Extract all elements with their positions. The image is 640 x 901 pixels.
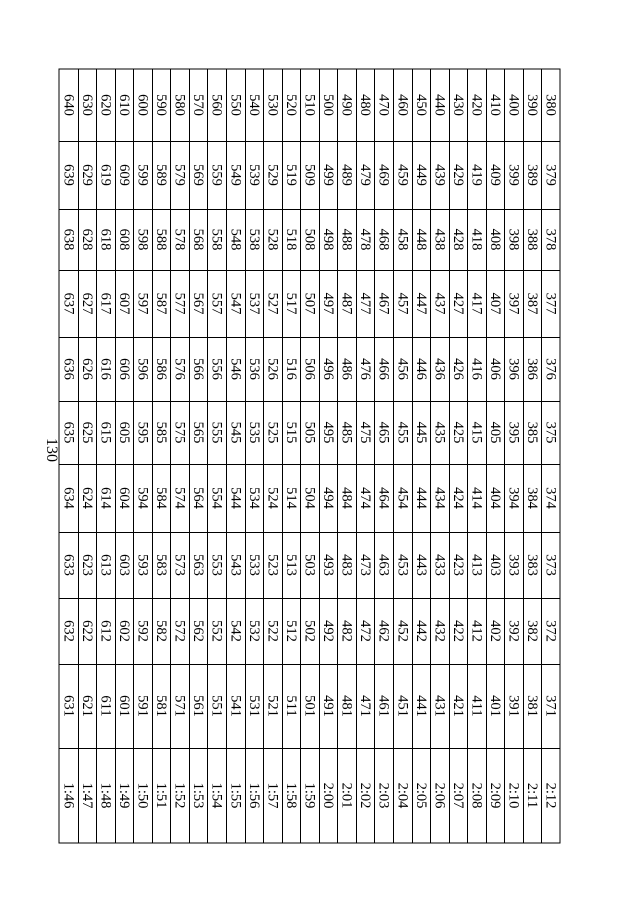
table-cell: 620	[97, 94, 114, 116]
table-cell: 434	[431, 487, 448, 509]
table-cell: 606	[115, 358, 132, 380]
table-cell: 433	[431, 554, 448, 576]
table-cell: 491	[320, 695, 337, 717]
table-cell: 439	[431, 164, 448, 186]
table-cell: 540	[245, 94, 262, 116]
table-cell: 459	[394, 164, 411, 186]
table-cell: 639	[60, 164, 77, 186]
table-cell: 587	[153, 292, 170, 315]
table-cell: 524	[264, 487, 281, 509]
table-cell: 466	[375, 358, 392, 380]
table-cell: 538	[245, 228, 262, 251]
table-cell: 472	[357, 620, 374, 642]
table-cell: 573	[171, 554, 188, 576]
table-cell: 590	[153, 94, 170, 116]
table-cell: 569	[190, 164, 207, 186]
table-cell: 594	[134, 487, 151, 509]
table-cell: 581	[153, 695, 170, 717]
table-cell: 451	[394, 695, 411, 717]
table-cell: 445	[412, 421, 429, 444]
table-cell: 421	[449, 695, 466, 717]
table-cell: 384	[524, 487, 541, 509]
table-cell: 604	[115, 487, 132, 509]
table-cell: 635	[60, 421, 77, 444]
table-cell: 447	[412, 292, 429, 315]
table-cell: 417	[468, 292, 485, 315]
time-cell: 1:56	[245, 782, 262, 809]
table-cell: 512	[282, 620, 299, 642]
table-cell: 535	[245, 421, 262, 444]
table-cell: 391	[505, 695, 522, 717]
table-cell: 588	[153, 228, 170, 251]
table-cell: 478	[357, 228, 374, 251]
table-cell: 400	[505, 94, 522, 116]
table-cell: 631	[60, 695, 77, 717]
table-cell: 612	[97, 620, 114, 642]
table-cell: 408	[487, 228, 504, 251]
table-cell: 528	[264, 228, 281, 251]
time-cell: 2:02	[357, 782, 374, 809]
table-cell: 627	[78, 292, 95, 315]
table-cell: 393	[505, 554, 522, 576]
table-cell: 374	[542, 487, 559, 509]
table-cell: 626	[78, 358, 95, 380]
table-cell: 585	[153, 421, 170, 444]
table-cell: 402	[487, 620, 504, 642]
table-cell: 576	[171, 358, 188, 380]
table-cell: 489	[338, 164, 355, 186]
table-cell: 413	[468, 554, 485, 576]
table-cell: 586	[153, 358, 170, 380]
table-cell: 617	[97, 292, 114, 315]
table-cell: 521	[264, 695, 281, 717]
table-cell: 476	[357, 358, 374, 380]
table-cell: 634	[60, 487, 77, 509]
table-cell: 555	[208, 421, 225, 444]
table-cell: 533	[245, 554, 262, 576]
table-cell: 615	[97, 421, 114, 444]
table-cell: 616	[97, 358, 114, 380]
table-cell: 453	[394, 554, 411, 576]
table-cell: 381	[524, 695, 541, 717]
table-cell: 623	[78, 554, 95, 576]
table-cell: 488	[338, 228, 355, 251]
table-cell: 494	[320, 487, 337, 509]
table-cell: 503	[301, 554, 318, 576]
table-cell: 373	[542, 554, 559, 576]
table-cell: 450	[412, 94, 429, 116]
time-cell: 1:51	[153, 782, 170, 809]
table-cell: 504	[301, 487, 318, 509]
table-cell: 385	[524, 421, 541, 444]
table-cell: 619	[97, 164, 114, 186]
table-cell: 553	[208, 554, 225, 576]
table-cell: 633	[60, 554, 77, 576]
table-cell: 539	[245, 164, 262, 186]
table-cell: 479	[357, 164, 374, 186]
table-cell: 609	[115, 164, 132, 186]
table-cell: 394	[505, 487, 522, 509]
table-cell: 436	[431, 358, 448, 380]
table-cell: 380	[542, 94, 559, 116]
table-cell: 452	[394, 620, 411, 642]
table-cell: 495	[320, 421, 337, 444]
table-cell: 456	[394, 358, 411, 380]
table-cell: 628	[78, 228, 95, 251]
time-cell: 2:01	[338, 782, 355, 809]
table-cell: 387	[524, 292, 541, 315]
table-cell: 395	[505, 421, 522, 444]
table-cell: 566	[190, 358, 207, 380]
table-cell: 419	[468, 164, 485, 186]
table-cell: 575	[171, 421, 188, 444]
table-cell: 614	[97, 487, 114, 509]
table-cell: 480	[357, 94, 374, 116]
table-cell: 492	[320, 620, 337, 642]
table-cell: 431	[431, 695, 448, 717]
time-cell: 2:09	[487, 782, 504, 809]
time-cell: 1:48	[97, 782, 114, 809]
table-cell: 407	[487, 292, 504, 315]
table-cell: 591	[134, 695, 151, 717]
table-cell: 404	[487, 487, 504, 509]
table-cell: 610	[115, 94, 132, 116]
table-cell: 438	[431, 228, 448, 251]
table-cell: 517	[282, 292, 299, 315]
table-cell: 481	[338, 695, 355, 717]
table-cell: 534	[245, 487, 262, 509]
table-cell: 469	[375, 164, 392, 186]
table-cell: 500	[320, 94, 337, 116]
table-cell: 505	[301, 421, 318, 444]
table-cells	[60, 94, 558, 809]
table-cell: 448	[412, 228, 429, 251]
table-cell: 461	[375, 695, 392, 717]
table-cell: 605	[115, 421, 132, 444]
table-cell: 473	[357, 554, 374, 576]
table-cell: 424	[449, 487, 466, 509]
table-cell: 449	[412, 164, 429, 186]
table-cell: 372	[542, 620, 559, 642]
table-cell: 613	[97, 554, 114, 576]
table-cell: 487	[338, 292, 355, 315]
table-cell: 571	[171, 695, 188, 717]
table-cell: 526	[264, 358, 281, 380]
table-cell: 493	[320, 554, 337, 576]
table-cell: 397	[505, 292, 522, 315]
time-cell: 2:08	[468, 782, 485, 809]
table-cell: 511	[282, 695, 299, 717]
table-cell: 458	[394, 228, 411, 251]
table-cell: 379	[542, 164, 559, 186]
table-cell: 474	[357, 487, 374, 509]
table-cell: 570	[190, 94, 207, 116]
table-cell: 470	[375, 94, 392, 116]
time-cell: 1:46	[60, 782, 77, 809]
table-cell: 577	[171, 292, 188, 315]
table-cell: 551	[208, 695, 225, 717]
table-cell: 425	[449, 421, 466, 444]
table-cell: 455	[394, 421, 411, 444]
table-cell: 441	[412, 695, 429, 717]
table-cell: 435	[431, 421, 448, 444]
table-cell: 636	[60, 358, 77, 380]
table-cell: 543	[227, 554, 244, 576]
table-cell: 629	[78, 164, 95, 186]
table-cell: 622	[78, 620, 95, 642]
table-cell: 541	[227, 695, 244, 717]
table-cell: 382	[524, 620, 541, 642]
table-cell: 510	[301, 94, 318, 116]
table-cell: 567	[190, 292, 207, 315]
table-cell: 584	[153, 487, 170, 509]
time-cell: 1:52	[171, 782, 188, 809]
table-cell: 403	[487, 554, 504, 576]
table-cell: 597	[134, 292, 151, 315]
table-cell: 409	[487, 164, 504, 186]
time-cell: 2:07	[449, 782, 466, 809]
table-cell: 422	[449, 620, 466, 642]
page-number: 130	[43, 438, 60, 462]
table-cell: 568	[190, 228, 207, 251]
table-cell: 378	[542, 228, 559, 251]
time-cell: 1:49	[115, 782, 132, 809]
table-cell: 559	[208, 164, 225, 186]
table-cell: 562	[190, 620, 207, 642]
table-cell: 420	[468, 94, 485, 116]
table-cell: 468	[375, 228, 392, 251]
table-cell: 542	[227, 620, 244, 642]
table-cell: 383	[524, 554, 541, 576]
table-cell: 572	[171, 620, 188, 642]
table-cell: 507	[301, 292, 318, 315]
table-cell: 618	[97, 228, 114, 251]
table-cell: 440	[431, 94, 448, 116]
table-cell: 405	[487, 421, 504, 444]
table-cell: 547	[227, 292, 244, 315]
table-cell: 396	[505, 358, 522, 380]
table-cell: 377	[542, 292, 559, 315]
table-cell: 625	[78, 421, 95, 444]
time-cell: 2:11	[524, 782, 541, 809]
table-cell: 388	[524, 228, 541, 251]
table-cell: 406	[487, 358, 504, 380]
time-cell: 1:50	[134, 782, 151, 809]
table-cell: 463	[375, 554, 392, 576]
time-cell: 1:57	[264, 782, 281, 809]
time-cell: 1:55	[227, 782, 244, 809]
table-cell: 621	[78, 695, 95, 717]
table-cell: 522	[264, 620, 281, 642]
table-cell: 392	[505, 620, 522, 642]
table-cell: 592	[134, 620, 151, 642]
time-cell: 1:53	[190, 782, 207, 809]
table-cell: 579	[171, 164, 188, 186]
table-cell: 596	[134, 358, 151, 380]
table-cell: 415	[468, 421, 485, 444]
table-cell: 501	[301, 695, 318, 717]
table-cell: 563	[190, 554, 207, 576]
table-cell: 556	[208, 358, 225, 380]
table-cell: 578	[171, 228, 188, 251]
table-cell: 557	[208, 292, 225, 315]
table-cell: 527	[264, 292, 281, 315]
table-cell: 430	[449, 94, 466, 116]
time-cell: 1:58	[282, 782, 299, 809]
time-cell: 2:10	[505, 782, 522, 809]
table-cell: 602	[115, 620, 132, 642]
time-cell: 2:05	[412, 782, 429, 809]
table-cell: 457	[394, 292, 411, 315]
table-cell: 437	[431, 292, 448, 315]
table-cell: 506	[301, 358, 318, 380]
table-cell: 574	[171, 487, 188, 509]
table-cell: 477	[357, 292, 374, 315]
table-cell: 514	[282, 487, 299, 509]
table-cell: 427	[449, 292, 466, 315]
table-cell: 516	[282, 358, 299, 380]
table-cell: 531	[245, 695, 262, 717]
table-cell: 593	[134, 554, 151, 576]
table-cell: 399	[505, 164, 522, 186]
table-cell: 486	[338, 358, 355, 380]
table-cell: 638	[60, 228, 77, 251]
table-cell: 496	[320, 358, 337, 380]
table-cell: 513	[282, 554, 299, 576]
table-cell: 611	[97, 695, 114, 717]
table-cell: 558	[208, 228, 225, 251]
table-cell: 565	[190, 421, 207, 444]
table-cell: 429	[449, 164, 466, 186]
table-cell: 560	[208, 94, 225, 116]
table-cell: 442	[412, 620, 429, 642]
table-cell: 464	[375, 487, 392, 509]
table-cell: 401	[487, 695, 504, 717]
table-cell: 454	[394, 487, 411, 509]
table-cell: 600	[134, 94, 151, 116]
table-cell: 529	[264, 164, 281, 186]
table-cell: 471	[357, 695, 374, 717]
table-cell: 549	[227, 164, 244, 186]
table-cell: 446	[412, 358, 429, 380]
table-cell: 490	[338, 94, 355, 116]
table-cell: 465	[375, 421, 392, 444]
table-cell: 546	[227, 358, 244, 380]
table-cell: 411	[468, 695, 485, 717]
table-cell: 637	[60, 292, 77, 315]
time-cell: 1:47	[78, 782, 95, 809]
table-cell: 443	[412, 554, 429, 576]
table-cell: 483	[338, 554, 355, 576]
table-cell: 544	[227, 487, 244, 509]
table-cell: 389	[524, 164, 541, 186]
table-cell: 552	[208, 620, 225, 642]
table-cell: 632	[60, 620, 77, 642]
table-cell: 564	[190, 487, 207, 509]
table-cell: 603	[115, 554, 132, 576]
table-cell: 532	[245, 620, 262, 642]
table-cell: 582	[153, 620, 170, 642]
table-cell: 561	[190, 695, 207, 717]
table-cell: 607	[115, 292, 132, 315]
time-cell: 2:04	[394, 782, 411, 809]
table-cell: 523	[264, 554, 281, 576]
time-cell: 2:03	[375, 782, 392, 809]
table-cell: 550	[227, 94, 244, 116]
table-cell: 375	[542, 421, 559, 444]
table-cell: 580	[171, 94, 188, 116]
table-cell: 624	[78, 487, 95, 509]
table-cell: 583	[153, 554, 170, 576]
time-cell: 2:12	[542, 782, 559, 809]
table-cell: 598	[134, 228, 151, 251]
table-cell: 432	[431, 620, 448, 642]
table-cell: 499	[320, 164, 337, 186]
table-cell: 390	[524, 94, 541, 116]
table-cell: 525	[264, 421, 281, 444]
table-cell: 416	[468, 358, 485, 380]
time-cell: 2:00	[320, 782, 337, 809]
table-cell: 482	[338, 620, 355, 642]
table-cell: 502	[301, 620, 318, 642]
table-cell: 640	[60, 94, 77, 116]
table-cell: 601	[115, 695, 132, 717]
table-cell: 530	[264, 94, 281, 116]
table-cell: 423	[449, 554, 466, 576]
table-cell: 386	[524, 358, 541, 380]
table-cell: 467	[375, 292, 392, 315]
table-cell: 519	[282, 164, 299, 186]
table-cell: 545	[227, 421, 244, 444]
time-cell: 2:06	[431, 782, 448, 809]
table-cell: 460	[394, 94, 411, 116]
table-cell: 508	[301, 228, 318, 251]
time-cell: 1:59	[301, 782, 318, 809]
table-cell: 462	[375, 620, 392, 642]
table-cell: 518	[282, 228, 299, 251]
table-cell: 426	[449, 358, 466, 380]
table-cell: 412	[468, 620, 485, 642]
table-cell: 484	[338, 487, 355, 509]
table-cell: 599	[134, 164, 151, 186]
table-cell: 536	[245, 358, 262, 380]
table-cell: 608	[115, 228, 132, 251]
table-cell: 630	[78, 94, 95, 116]
table-cell: 418	[468, 228, 485, 251]
table-cell: 485	[338, 421, 355, 444]
table-cell: 376	[542, 358, 559, 380]
table-cell: 497	[320, 292, 337, 315]
table-cell: 520	[282, 94, 299, 116]
time-cell: 1:54	[208, 782, 225, 809]
table-cell: 537	[245, 292, 262, 315]
table-cell: 498	[320, 228, 337, 251]
table-cell: 509	[301, 164, 318, 186]
table-cell: 398	[505, 228, 522, 251]
table-cell: 428	[449, 228, 466, 251]
table-cell: 554	[208, 487, 225, 509]
table-cell: 414	[468, 487, 485, 509]
table-cell: 589	[153, 164, 170, 186]
table-cell: 548	[227, 228, 244, 251]
table-cell: 515	[282, 421, 299, 444]
table-cell: 444	[412, 487, 429, 509]
table-cell: 371	[542, 695, 559, 717]
table-cell: 410	[487, 94, 504, 116]
table-cell: 475	[357, 421, 374, 444]
table-cell: 595	[134, 421, 151, 444]
